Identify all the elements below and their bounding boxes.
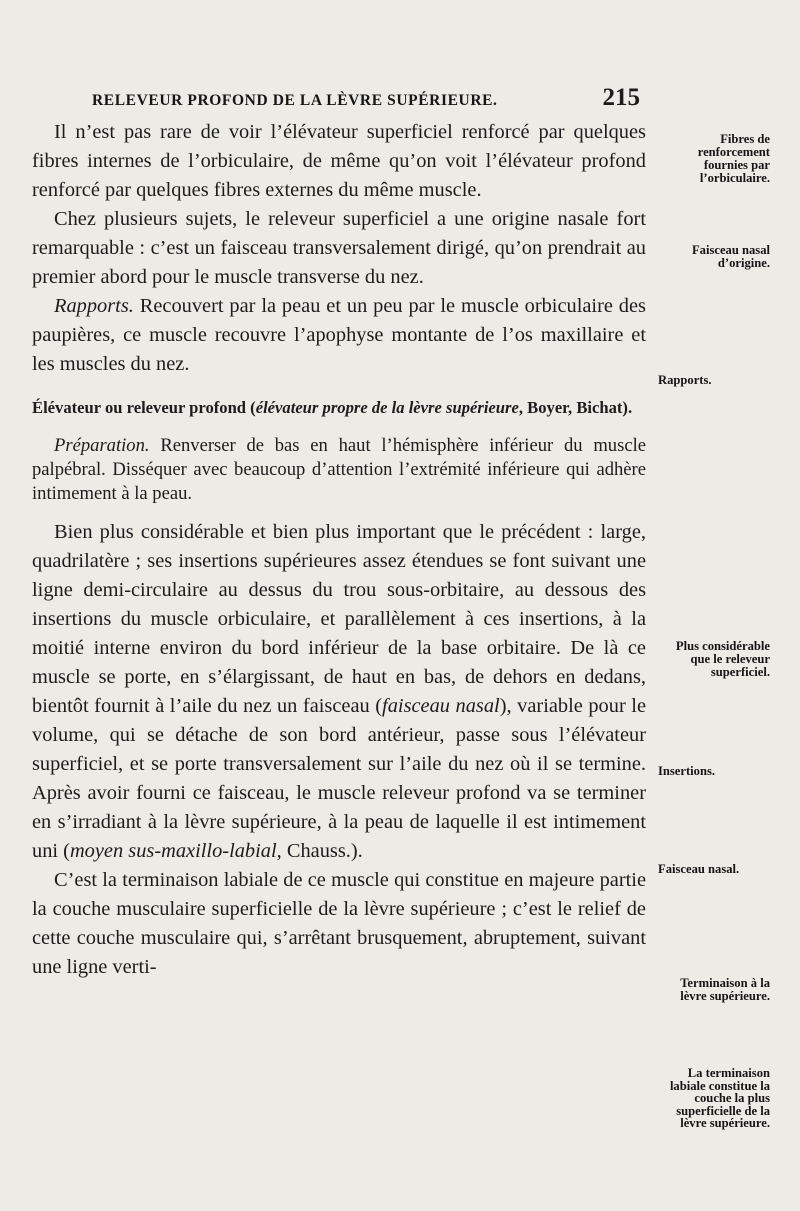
faisceau-nasal-term: faisceau nasal: [382, 695, 500, 717]
paragraph-5: C’est la terminaison labiale de ce muscle qui constitue en majeure partie la couche musculaire superficielle de la lèvre supérieure ; c’est le relief de cette couche musculaire qui, s’arrêtant brusquement, abruptement, suivant une ligne verti-: [32, 869, 646, 978]
section-title-italic: élévateur propre de la lèvre supérieure: [255, 398, 519, 417]
paragraph-1: Il n’est pas rare de voir l’élévateur superficiel renforcé par quelques fibres internes de l’orbiculaire, de même qu’on voit l’élévateur profond renforcé par quelques fibres externes du même muscle.: [32, 121, 646, 201]
paragraph-4-part1: Bien plus considérable et bien plus important que le précédent : large, quadrilatère ; ses insertions supérieures assez étendues se font suivant une ligne demi-circulaire au dessus du trou sous-orbitaire, au dessous des insertions du muscle orbiculaire, et parallèlement à ces insertions, à la moitié interne environ du bord inférieur de la base orbitaire. De là ce muscle se porte, en s’élargissant, de haut en bas, de dehors en dedans, bientôt fournit à l’aile du nez un faisceau (: [32, 521, 646, 717]
rapports-label: Rapports.: [54, 295, 134, 317]
section-title: [32, 395, 646, 420]
running-title: RELEVEUR PROFOND DE LA LÈVRE SUPÉRIEURE.: [92, 92, 498, 109]
margin-note-plus-considerable: Plus considérable que le releveur superficiel.: [675, 639, 770, 679]
margin-note-faisceau-nasal: Faisceau nasal.: [658, 862, 740, 876]
paragraph-preparation: [32, 434, 646, 506]
preparation-text: Renverser de bas en haut l’hémisphère inférieur du muscle palpébral. Disséquer avec beaucoup d’attention l’extrémité inférieure qui adhère intimement à la peau.: [32, 435, 646, 504]
rapports-text: Recouvert par la peau et un peu par le muscle orbiculaire des paupières, ce muscle recouvre l’apophyse montante de l’os maxillaire et les muscles du nez.: [32, 295, 646, 375]
paragraph-4-part2: ), variable pour le volume, qui se détache de son bord antérieur, passe sous l’élévateur superficiel, et se porte transversalement sur l’aile du nez où il se termine. Après avoir fourni ce faisceau, le muscle releveur profond va se terminer en s’irradiant à la lèvre supérieure, à la peau de laquelle il est intimement uni (: [32, 695, 646, 862]
margin-note-terminaison: Terminaison à la lèvre supérieure.: [680, 976, 770, 1003]
margin-note-terminaison-labiale: La terminaison labiale constitue la couche la plus superficielle de la lèvre supérieure.: [669, 1066, 770, 1130]
margin-note-rapports: Rapports.: [658, 373, 712, 387]
paragraph-4: [32, 518, 646, 866]
preparation-label: Préparation.: [54, 435, 150, 456]
main-text: [32, 118, 646, 982]
margin-note-insertions: Insertions.: [658, 764, 716, 778]
section-title-main: Élévateur ou releveur profond (: [32, 398, 256, 417]
paragraph-4-part3: , Chauss.).: [276, 840, 363, 862]
moyen-sus-maxillo-labial-term: moyen sus-maxillo-labial: [69, 840, 277, 862]
margin-note-renforcement: Fibres de renforcement fournies par l’orbiculaire.: [697, 132, 770, 185]
paragraph-rapports: [32, 292, 646, 379]
paragraph-2: Chez plusieurs sujets, le releveur superficiel a une origine nasale fort remarquable : c’est un faisceau transversalement dirigé, qu’on prendrait au premier abord pour le muscle transverse du nez.: [32, 208, 646, 288]
section-title-end: , Boyer, Bichat).: [518, 398, 633, 417]
margin-note-faisceau-origine: Faisceau nasal d’origine.: [691, 243, 770, 270]
page-header: [92, 84, 640, 114]
page-number: 215: [602, 84, 640, 111]
